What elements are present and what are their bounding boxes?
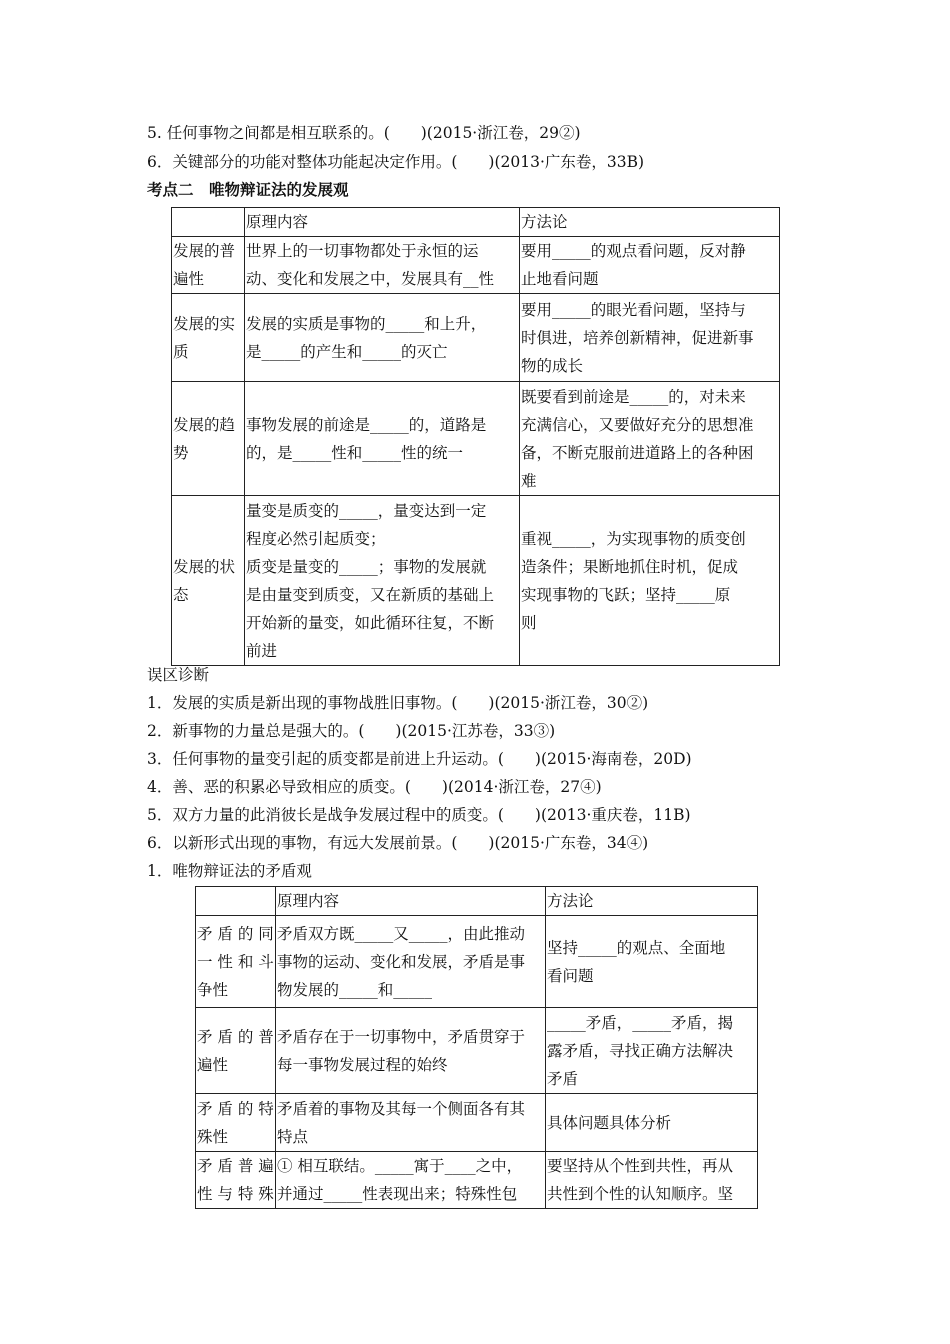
row-method: 则 — [521, 613, 537, 632]
row-name: 矛 盾 的 普 — [197, 1027, 274, 1046]
row-content: 特点 — [277, 1127, 309, 1146]
row-name: 态 — [173, 585, 189, 604]
row-method: 难 — [521, 471, 537, 490]
row-method: 既要看到前途是_____的，对未来 — [521, 387, 746, 406]
diagnosis-item: 4．善、恶的积累必导致相应的质变。( )(2014·浙江卷，27④) — [147, 778, 602, 796]
row-content: 动、变化和发展之中，发展具有__性 — [246, 270, 495, 288]
row-method: 露矛盾，寻找正确方法解决 — [547, 1041, 734, 1060]
row-content: 矛盾双方既_____又_____，由此推动 — [277, 924, 526, 943]
row-content: 矛盾存在于一切事物中，矛盾贯穿于 — [277, 1027, 526, 1046]
row-method: 要用_____的眼光看问题，坚持与 — [521, 300, 746, 319]
table-row — [172, 496, 780, 666]
row-name: 矛 盾 的 同 — [197, 924, 274, 943]
header-cell-empty — [196, 887, 276, 916]
row-content: 质变是量变的_____；事物的发展就 — [246, 557, 487, 576]
row-method: _____矛盾，_____矛盾，揭 — [547, 1013, 734, 1032]
row-content: 开始新的量变，如此循环往复，不断 — [246, 613, 495, 632]
row-method: 矛盾 — [547, 1069, 579, 1088]
table-row — [196, 916, 758, 1008]
row-content: ① 相互联结。_____寓于____之中， — [277, 1157, 523, 1175]
row-name: 争性 — [197, 980, 229, 999]
row-method: 重视_____，为实现事物的质变创 — [521, 529, 746, 548]
row-method: 坚持_____的观点、全面地 — [547, 938, 726, 957]
row-name: 发展的状 — [173, 557, 236, 576]
row-content: 的，是_____性和_____性的统一 — [246, 443, 464, 462]
header-cell-principle: 原理内容 — [276, 887, 546, 916]
row-content: 世界上的一切事物都处于永恒的运 — [246, 242, 479, 260]
development-table — [171, 207, 780, 666]
table-row — [172, 382, 780, 496]
row-name: 矛 盾 的 特 — [197, 1099, 274, 1118]
row-name: 发展的实 — [173, 314, 236, 333]
header-cell-empty — [172, 208, 245, 237]
row-name: 矛 盾 普 遍 — [197, 1157, 274, 1175]
review-item-5: 5. 任何事物之间都是相互联系的。( )(2015·浙江卷，29②) — [147, 124, 581, 142]
row-content: 物发展的_____和_____ — [277, 980, 433, 999]
table-row — [172, 294, 780, 382]
row-content: 量变是质变的_____，量变达到一定 — [246, 501, 487, 520]
row-name: 发展的普 — [173, 242, 236, 260]
row-content: 矛盾着的事物及其每一个侧面各有其 — [277, 1099, 526, 1118]
table-row — [196, 1008, 758, 1094]
table-row — [196, 1152, 758, 1209]
table-row — [172, 237, 780, 294]
row-method: 时俱进，培养创新精神，促进新事 — [521, 328, 754, 347]
section-heading-development: 考点二 唯物辩证法的发展观 — [147, 181, 349, 199]
row-name: 一 性 和 斗 — [197, 952, 274, 971]
row-name: 遍性 — [197, 1055, 229, 1074]
row-method: 要用_____的观点看问题，反对静 — [521, 242, 746, 260]
row-method: 备，不断克服前进道路上的各种困 — [521, 443, 754, 462]
diagnosis-item: 5．双方力量的此消彼长是战争发展过程中的质变。( )(2013·重庆卷，11B) — [147, 806, 691, 824]
diagnosis-item: 6．以新形式出现的事物，有远大发展前景。( )(2015·广东卷，34④) — [147, 834, 649, 852]
row-name: 殊性 — [197, 1127, 229, 1146]
row-content: 发展的实质是事物的_____和上升， — [246, 314, 487, 333]
row-content: 前进 — [246, 641, 278, 660]
row-name: 发展的趋 — [173, 415, 236, 434]
diagnosis-title: 误区诊断 — [147, 666, 210, 684]
table-header-row — [172, 208, 780, 237]
row-content: 每一事物发展过程的始终 — [277, 1055, 448, 1074]
row-content: 事物的运动、变化和发展，矛盾是事 — [277, 952, 526, 971]
row-method: 看问题 — [547, 966, 594, 985]
row-content: 是_____的产生和_____的灭亡 — [246, 342, 448, 361]
row-name: 遍性 — [173, 270, 205, 288]
diagnosis-item: 3．任何事物的量变引起的质变都是前进上升运动。( )(2015·海南卷，20D) — [147, 750, 692, 768]
row-method: 物的成长 — [521, 356, 584, 375]
header-cell-methodology: 方法论 — [546, 887, 758, 916]
header-cell-principle: 原理内容 — [245, 208, 520, 237]
row-method: 共性到个性的认知顺序。坚 — [547, 1185, 734, 1203]
header-cell-methodology: 方法论 — [520, 208, 780, 237]
row-method: 实现事物的飞跃；坚持_____原 — [521, 585, 731, 604]
row-method: 止地看问题 — [521, 270, 599, 288]
section-heading-contradiction: 1．唯物辩证法的矛盾观 — [147, 862, 312, 880]
row-content: 是由量变到质变，又在新质的基础上 — [246, 585, 495, 604]
diagnosis-item: 2．新事物的力量总是强大的。( )(2015·江苏卷，33③) — [147, 722, 556, 740]
contradiction-table — [195, 886, 758, 1209]
row-content: 并通过_____性表现出来；特殊性包 — [277, 1185, 518, 1203]
row-method: 造条件；果断地抓住时机，促成 — [521, 557, 739, 576]
table-header-row — [196, 887, 758, 916]
row-method: 具体问题具体分析 — [547, 1113, 672, 1132]
row-name: 质 — [173, 342, 189, 361]
row-content: 程度必然引起质变； — [246, 529, 386, 548]
row-content: 事物发展的前途是_____的，道路是 — [246, 415, 487, 434]
row-name: 势 — [173, 443, 189, 462]
diagnosis-item: 1．发展的实质是新出现的事物战胜旧事物。( )(2015·浙江卷，30②) — [147, 694, 649, 712]
review-item-6: 6．关键部分的功能对整体功能起决定作用。( )(2013·广东卷，33B) — [147, 153, 645, 171]
row-method: 要坚持从个性到共性，再从 — [547, 1157, 734, 1175]
row-name: 性 与 特 殊 — [197, 1185, 274, 1203]
table-row — [196, 1094, 758, 1152]
row-method: 充满信心，又要做好充分的思想准 — [521, 415, 754, 434]
